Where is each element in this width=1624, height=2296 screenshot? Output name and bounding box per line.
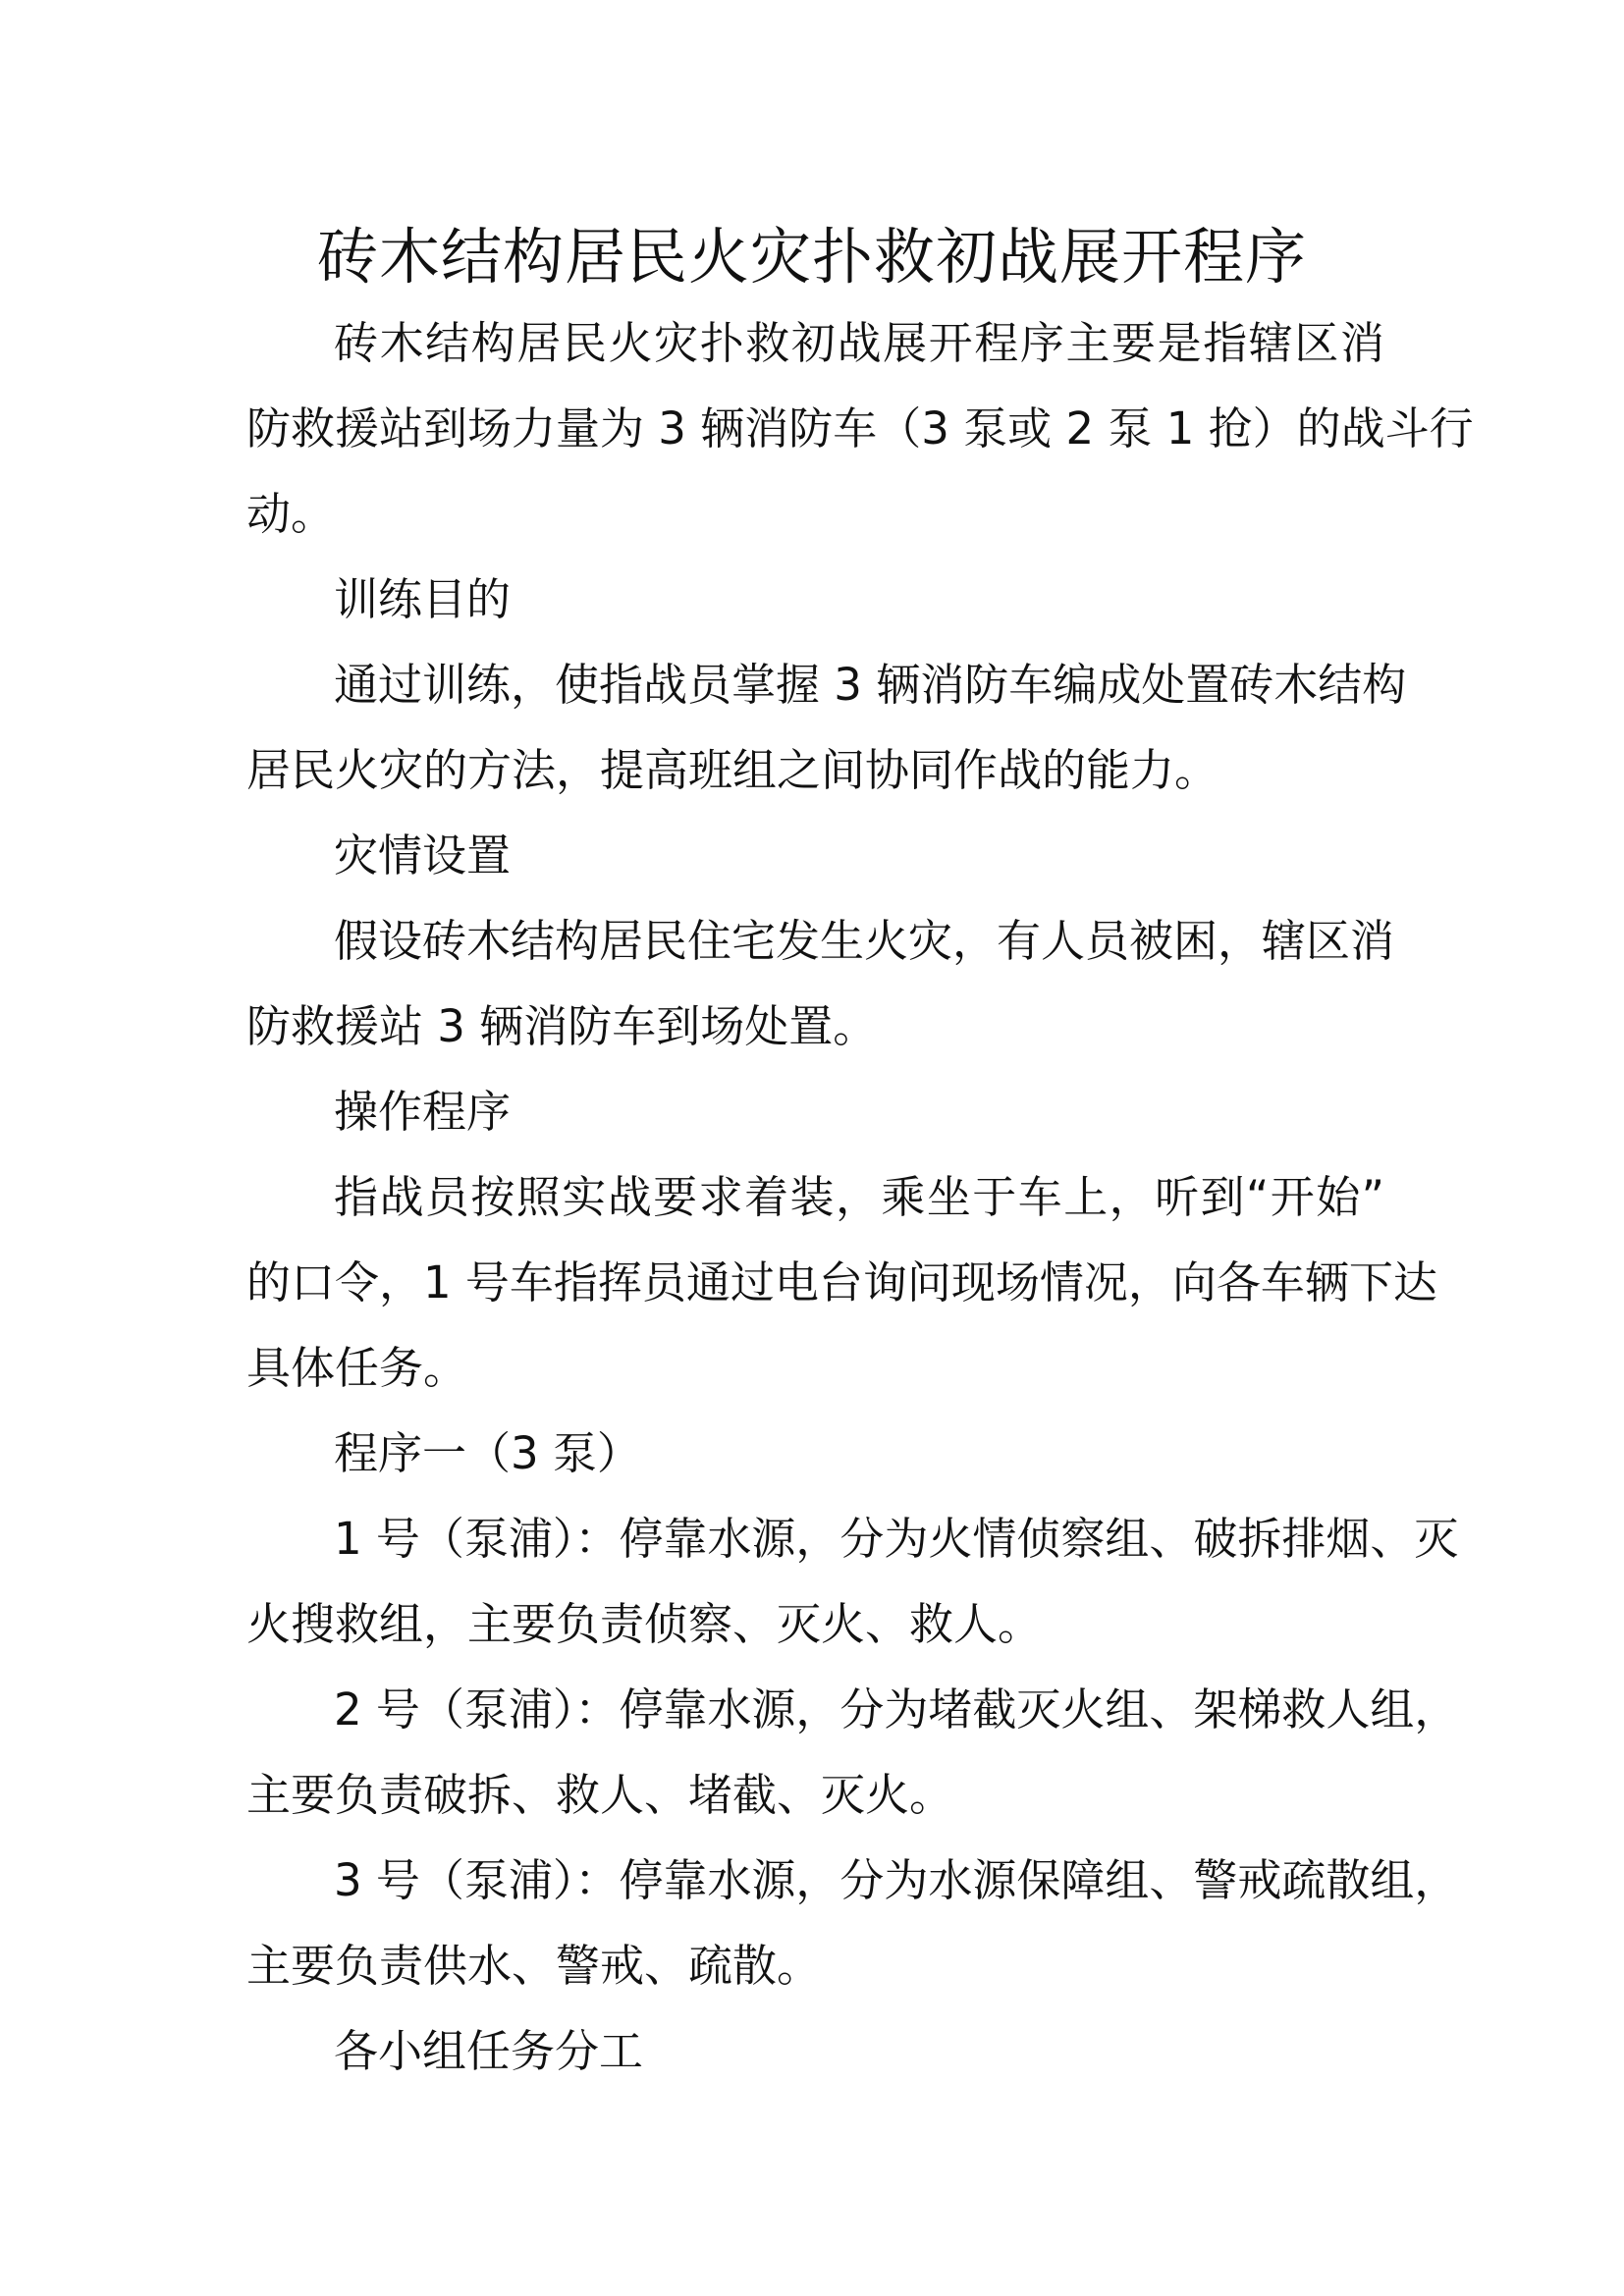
section-heading: 各小组任务分工: [334, 2025, 644, 2077]
text-line: 指战员按照实战要求着装，乘坐于车上，听到“开始”: [334, 1171, 1384, 1223]
text-line: 防救援站 3 辆消防车到场处置。: [246, 1000, 878, 1052]
document-title: 砖木结构居民火灾扑救初战展开程序: [316, 221, 1307, 293]
section-heading: 灾情设置: [334, 829, 512, 881]
text-line: 砖木结构居民火灾扑救初战展开程序主要是指辖区消: [334, 317, 1384, 369]
text-line: 火搜救组，主要负责侦察、灭火、救人。: [246, 1598, 1043, 1650]
text-line: 3 号（泵浦）：停靠水源，分为水源保障组、警戒疏散组，: [334, 1854, 1459, 1906]
text-line: 假设砖木结构居民住宅发生火灾，有人员被困，辖区消: [334, 915, 1395, 967]
text-line: 通过训练，使指战员掌握 3 辆消防车编成处置砖木结构: [334, 659, 1407, 711]
section-heading: 程序一（3 泵）: [334, 1427, 641, 1479]
text-line: 主要负责破拆、救人、堵截、灭火。: [246, 1769, 954, 1821]
section-heading: 操作程序: [334, 1086, 512, 1138]
text-line: 防救援站到场力量为 3 辆消防车（3 泵或 2 泵 1 抢）的战斗行: [246, 402, 1474, 454]
text-line: 1 号（泵浦）：停靠水源，分为火情侦察组、破拆排烟、灭: [334, 1513, 1459, 1565]
text-line: 居民火灾的方法，提高班组之间协同作战的能力。: [246, 744, 1219, 796]
text-line: 动。: [246, 488, 336, 540]
text-line: 的口令，1 号车指挥员通过电台询问现场情况，向各车辆下达: [246, 1256, 1437, 1308]
text-line: 2 号（泵浦）：停靠水源，分为堵截灭火组、架梯救人组，: [334, 1683, 1459, 1735]
text-line: 具体任务。: [246, 1342, 468, 1394]
text-line: 主要负责供水、警戒、疏散。: [246, 1940, 822, 1992]
section-heading: 训练目的: [334, 573, 512, 625]
